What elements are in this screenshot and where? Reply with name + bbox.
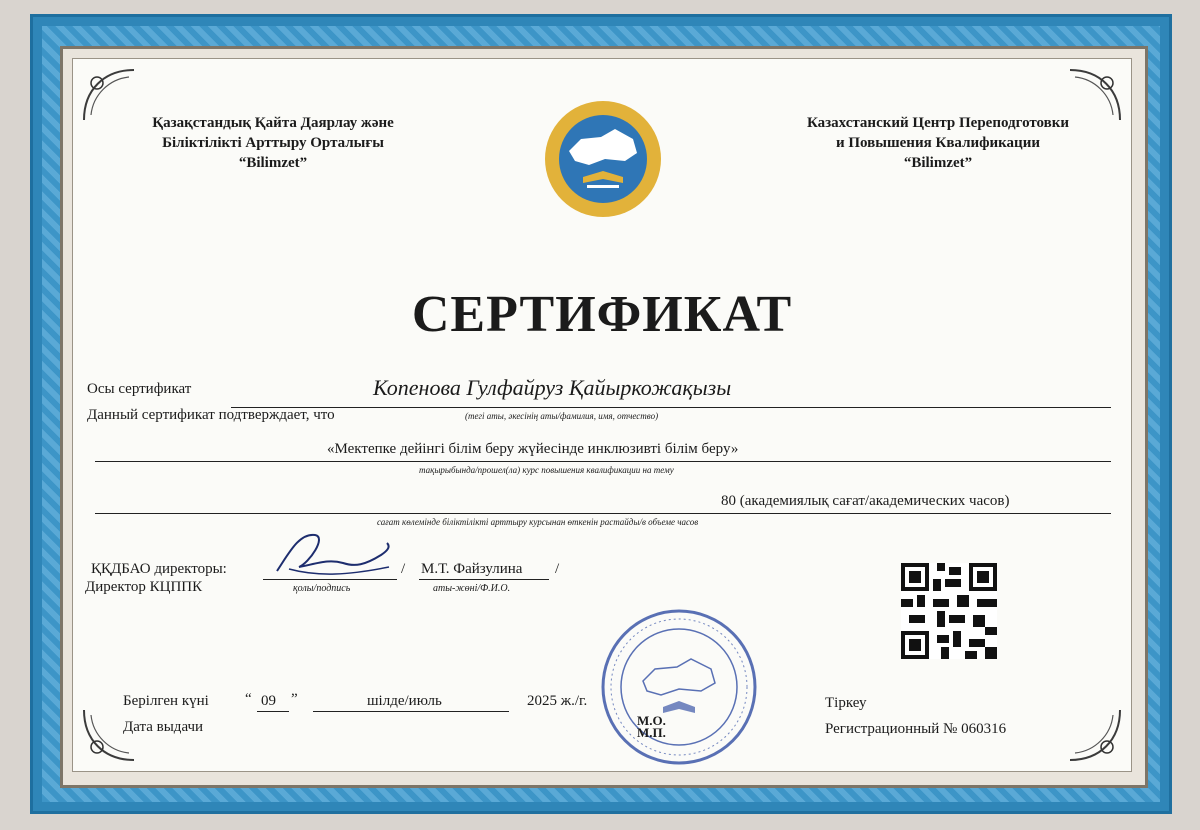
org-kz-line2: Біліктілікті Арттыру Орталығы: [162, 135, 384, 151]
corner-ornament-bottom-right: [1065, 705, 1125, 765]
org-name-kz: [133, 113, 413, 173]
issue-quote-close: ”: [291, 691, 298, 707]
recipient-caption: (тегі аты, әкесінің аты/фамилия, имя, отчество): [465, 411, 659, 421]
stamp-place-label: [637, 715, 666, 739]
course-underline: [95, 461, 1111, 462]
stamp-place-label-ru: М.П.: [637, 725, 666, 740]
issue-day-underline: [257, 711, 289, 712]
org-kz-line3: “Bilimzet”: [238, 155, 308, 171]
hours-underline: [95, 513, 1111, 514]
org-ru-line1: Казахстанский Центр Переподготовки: [806, 115, 1070, 131]
director-slash-2: /: [555, 561, 560, 577]
org-kz-line1: Қазақстандық Қайта Даярлау және: [152, 115, 394, 131]
issue-day: 09: [261, 693, 276, 709]
course-hours: 80 (академиялық сағат/академических часов): [721, 493, 1010, 509]
course-caption: тақырыбында/прошел(ла) курс повышения квалификации на тему: [419, 465, 674, 475]
director-name-caption: аты-жөні/Ф.И.О.: [433, 583, 511, 594]
course-title: «Мектепке дейінгі білім беру жүйесінде инклюзивті білім беру»: [327, 441, 739, 457]
stamp-place-label-kz: М.О.: [637, 713, 666, 728]
issue-month: шілде/июль: [367, 693, 442, 709]
recipient-label-ru: Данный сертификат подтверждает, что: [87, 407, 335, 423]
director-signature: [269, 523, 399, 585]
signature-caption: қолы/подпись: [293, 583, 351, 594]
certificate-paper: [72, 58, 1132, 772]
registration-label-ru: Регистрационный №: [825, 721, 958, 737]
director-name-underline: [419, 579, 549, 580]
registration-label-ru-row: [825, 721, 1006, 738]
bilimzet-logo-seal: [543, 99, 663, 219]
director-label-ru: Директор КЦППК: [85, 579, 203, 595]
registration-label-kz: Тіркеу: [825, 695, 867, 711]
recipient-name: Копенова Гулфайруз Қайыркожақызы: [373, 375, 732, 400]
recipient-label-kz: Осы сертификат: [87, 381, 192, 397]
corner-ornament-top-left: [79, 65, 139, 125]
certificate-title: СЕРТИФИКАТ: [411, 286, 793, 343]
issue-label-kz: Берілген күні: [123, 693, 209, 709]
qr-code: [901, 563, 997, 659]
recipient-underline: [231, 407, 1111, 408]
hours-caption: сағат көлемінде біліктілікті арттыру курсынан өткенін растайды/в объеме часов: [377, 517, 699, 527]
registration-number: 060316: [961, 721, 1007, 737]
director-slash-1: /: [401, 561, 406, 577]
issue-year: 2025 ж./г.: [527, 693, 588, 709]
director-name: М.Т. Файзулина: [421, 561, 523, 577]
official-stamp: [599, 607, 759, 767]
issue-month-underline: [313, 711, 509, 712]
org-ru-line3: “Bilimzet”: [903, 155, 973, 171]
issue-quote-open: “: [245, 691, 252, 707]
org-name-ru: [788, 113, 1088, 173]
director-label-kz: ҚҚДБАО директоры:: [91, 561, 227, 577]
org-ru-line2: и Повышения Квалификации: [835, 135, 1040, 151]
issue-label-ru: Дата выдачи: [123, 719, 204, 735]
